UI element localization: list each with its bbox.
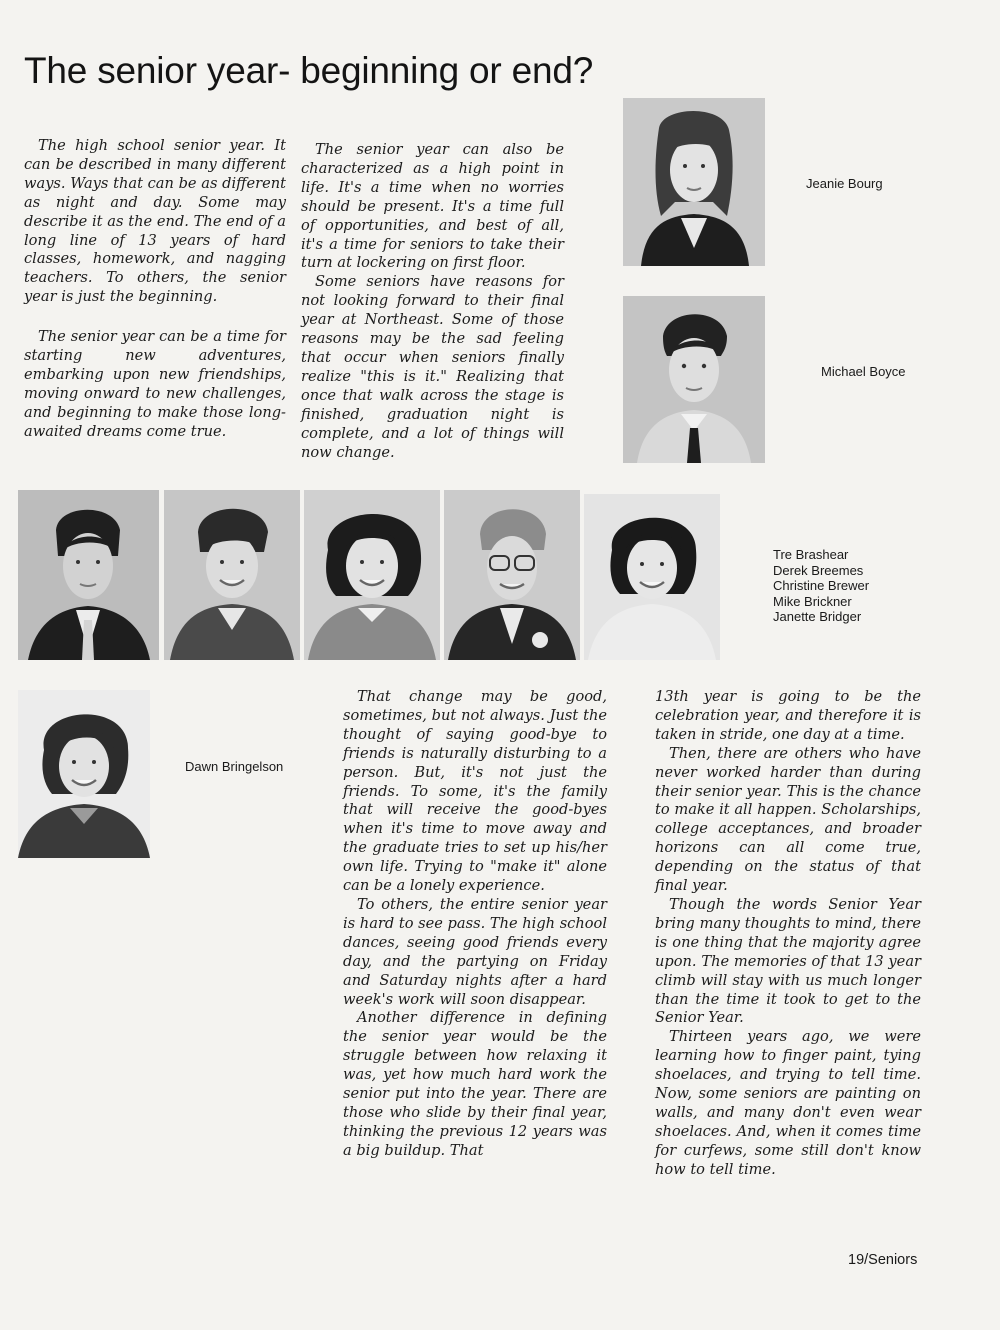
paragraph: The senior year can also be characterized as a high point in life. It's a time when no worries should be present. It's a time full of opportunities, and best of all, it's a time for seniors to take their turn at lockering on first floor. xyxy=(301,141,564,272)
page-title: The senior year- beginning or end? xyxy=(24,50,594,91)
paragraph: 13th year is going to be the celebration year, and therefore it is taken in stride, one day at a time. xyxy=(655,688,921,743)
caption-dawn-bringelson: Dawn Bringelson xyxy=(185,759,284,774)
paragraph: The high school senior year. It can be described in many different ways. Ways that can be as different as night and day. Some may describe it as the end. The end of a long line of 13 years of hard classes, homework, and nagging teachers. To others, the senior year is just the beginning. xyxy=(24,137,286,306)
caption-jeanie-bourg: Jeanie Bourg xyxy=(806,176,883,191)
caption-name: Christine Brewer xyxy=(773,578,870,594)
caption-michael-boyce: Michael Boyce xyxy=(821,364,906,379)
article-column-1 xyxy=(24,137,286,442)
article-column-3 xyxy=(343,688,607,1161)
portrait-derek-breemes xyxy=(164,490,300,660)
portrait-tre-brashear xyxy=(18,490,159,660)
paragraph: Though the words Senior Year bring many thoughts to mind, there is one thing that the majority agree upon. The memories of that 13 year climb will stay with us much longer than the time it took to get to the Senior Year. xyxy=(655,895,921,1027)
paragraph: The senior year can be a time for starting new adventures, embarking upon new friendships, moving onward to new challenges, and beginning to make those long-awaited dreams come true. xyxy=(24,328,286,440)
paragraph: Another difference in defining the senior year would be the struggle between how relaxing it was, yet how much hard work the senior put into the year. There are those who slide by their final year, thinking the previous 12 years was a big buildup. That xyxy=(343,1009,607,1159)
portrait-jeanie-bourg xyxy=(623,98,765,266)
portrait-michael-boyce xyxy=(623,296,765,463)
page-number: 19/Seniors xyxy=(848,1252,918,1268)
caption-name: Derek Breemes xyxy=(773,562,864,578)
paragraph: Thirteen years ago, we were learning how to finger paint, tying shoelaces, and trying to tell time. Now, some seniors are painting on walls, and many don't even wear shoelaces. And, when it comes time for curfews, some still don't know how to tell time. xyxy=(655,1028,921,1178)
paragraph: To others, the entire senior year is hard to see pass. The high school dances, seeing good friends every day, and the partying on Friday and Saturday nights after a hard week's work will soon disappear. xyxy=(343,895,607,1008)
article-column-2 xyxy=(301,141,564,462)
paragraph: Some seniors have reasons for not looking forward to their final year at Northeast. Some of those reasons may be the sad feeling that occur when seniors finally realize "this is it." Realizing that once that walk across the stage is finished, graduation night is complete, and a lot of things will now change. xyxy=(301,273,564,461)
caption-row-names xyxy=(773,547,869,625)
caption-name: Janette Bridger xyxy=(773,609,862,625)
portrait-mike-brickner xyxy=(444,490,580,660)
paragraph: That change may be good, sometimes, but not always. Just the thought of saying good-bye to friends is naturally disturbing to a person. But, it's not just the friends. To some, it's the family that will receive the good-byes when it's time to move away and the graduate tries to set up his/her own life. Trying to "make it" alone can be a lonely experience. xyxy=(343,688,607,895)
portrait-janette-bridger xyxy=(584,494,720,660)
portrait-dawn-bringelson xyxy=(18,690,150,858)
article-column-4 xyxy=(655,688,921,1180)
caption-name: Mike Brickner xyxy=(773,593,852,609)
paragraph: Then, there are others who have never worked harder than during their senior year. This is the chance to make it all happen. Scholarships, college acceptances, and broader horizons can all come true, depending on the status of that final year. xyxy=(655,744,921,895)
portrait-christine-brewer xyxy=(304,490,440,660)
caption-name: Tre Brashear xyxy=(773,547,849,562)
